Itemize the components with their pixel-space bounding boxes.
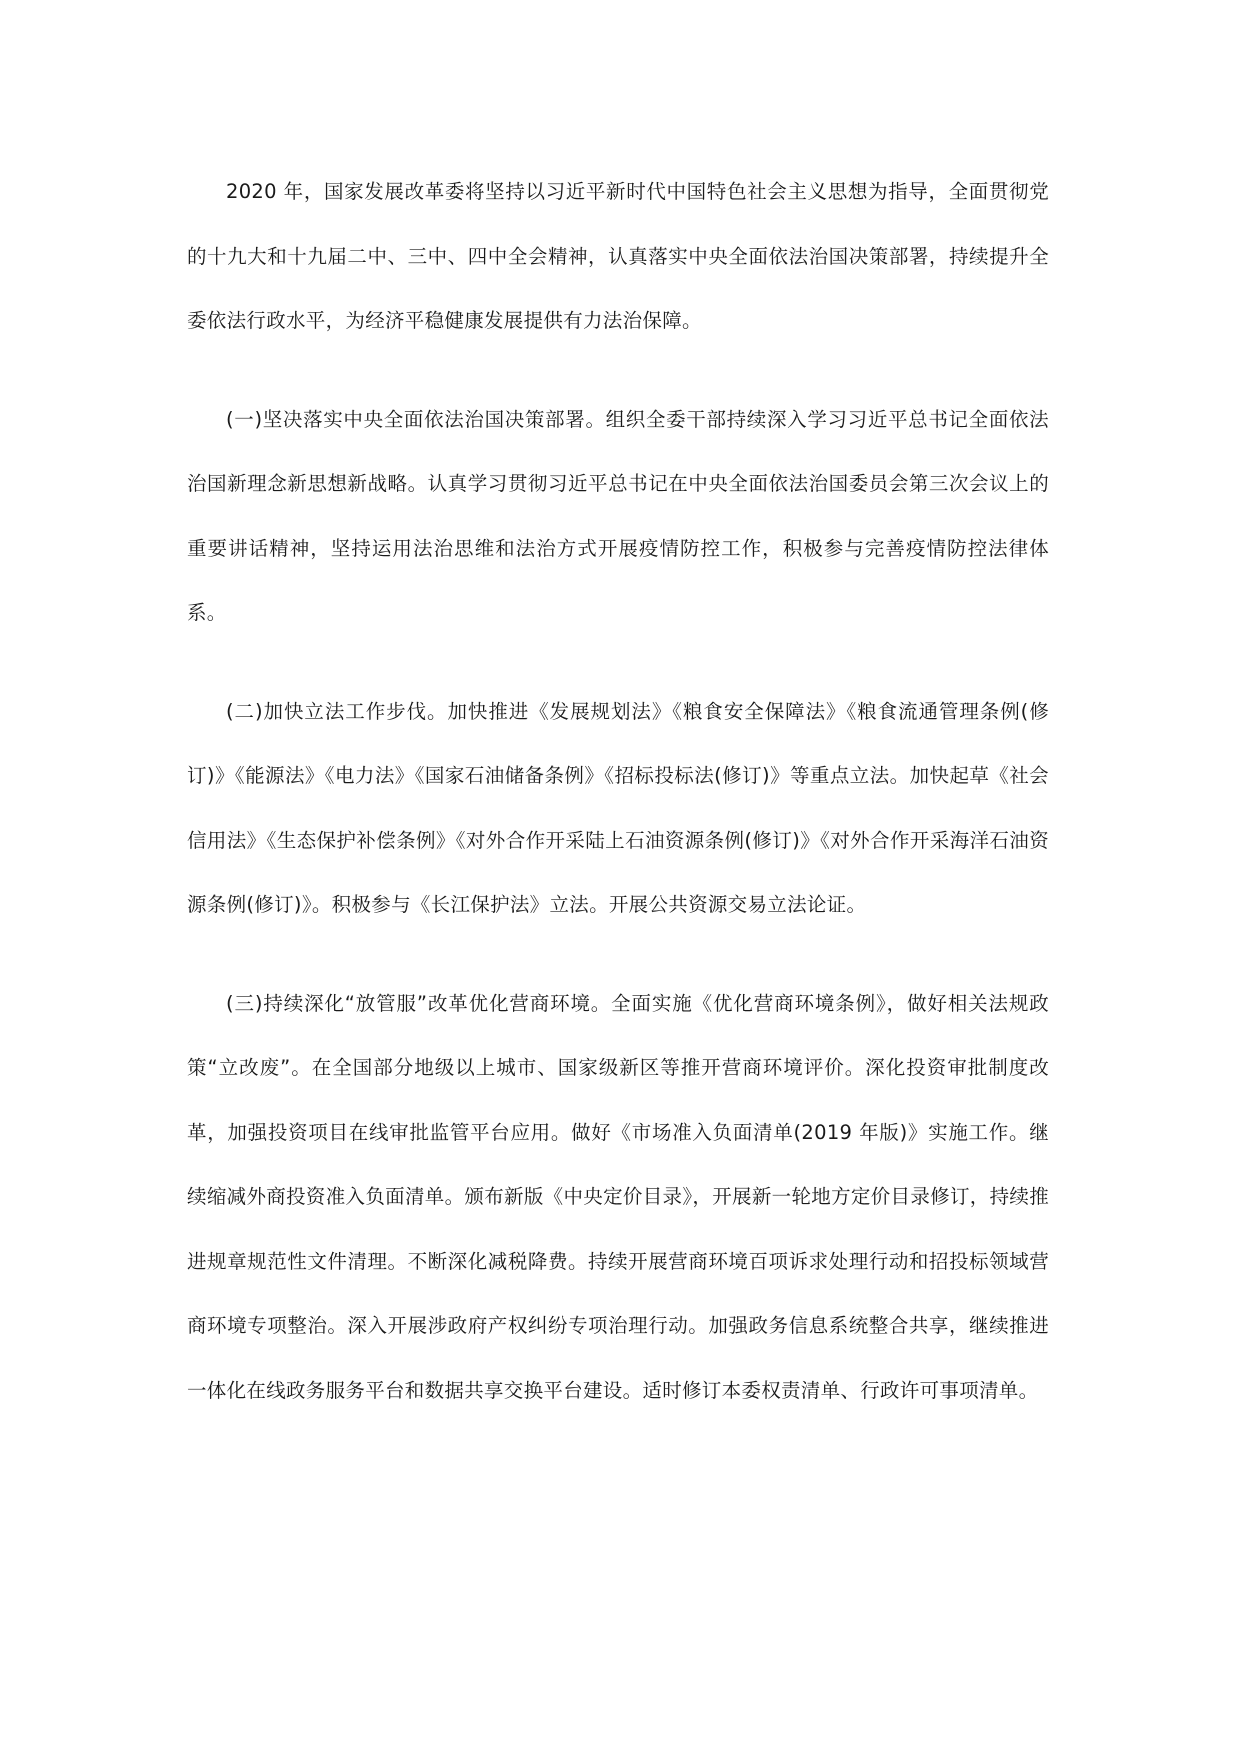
paragraph-section-3: (三)持续深化“放管服”改革优化营商环境。全面实施《优化营商环境条例》，做好相关法规政策“立改废”。在全国部分地级以上城市、国家级新区等推开营商环境评价。深化投资审批制度改革，加强投资项目在线审批监管平台应用。做好《市场准入负面清单(2019 年版)》实施工作。继续缩减外商投资准入负面清单。颁布新版《中央定价目录》，开展新一轮地方定价目录修订，持续推进规章规范性文件清理。不断深化减税降费。持续开展营商环境百项诉求处理行动和招投标领域营商环境专项整治。深入开展涉政府产权纠纷专项治理行动。加强政务信息系统整合共享，继续推进一体化在线政务服务平台和数据共享交换平台建设。适时修订本委权责清单、行政许可事项清单。 — [187, 991, 1049, 1402]
document-body — [187, 160, 1049, 1423]
paragraph-section-2: (二)加快立法工作步伐。加快推进《发展规划法》《粮食安全保障法》《粮食流通管理条例(修订)》《能源法》《电力法》《国家石油储备条例》《招标投标法(修订)》等重点立法。加快起草《社会信用法》《生态保护补偿条例》《对外合作开采陆上石油资源条例(修订)》《对外合作开采海洋石油资源条例(修订)》。积极参与《长江保护法》立法。开展公共资源交易立法论证。 — [187, 699, 1049, 916]
paragraph-intro: 2020 年，国家发展改革委将坚持以习近平新时代中国特色社会主义思想为指导，全面贯彻党的十九大和十九届二中、三中、四中全会精神，认真落实中央全面依法治国决策部署，持续提升全委依法行政水平，为经济平稳健康发展提供有力法治保障。 — [187, 180, 1049, 332]
paragraph-section-1: (一)坚决落实中央全面依法治国决策部署。组织全委干部持续深入学习习近平总书记全面依法治国新理念新思想新战略。认真学习贯彻习近平总书记在中央全面依法治国委员会第三次会议上的重要讲话精神，坚持运用法治思维和法治方式开展疫情防控工作，积极参与完善疫情防控法律体系。 — [187, 407, 1049, 624]
